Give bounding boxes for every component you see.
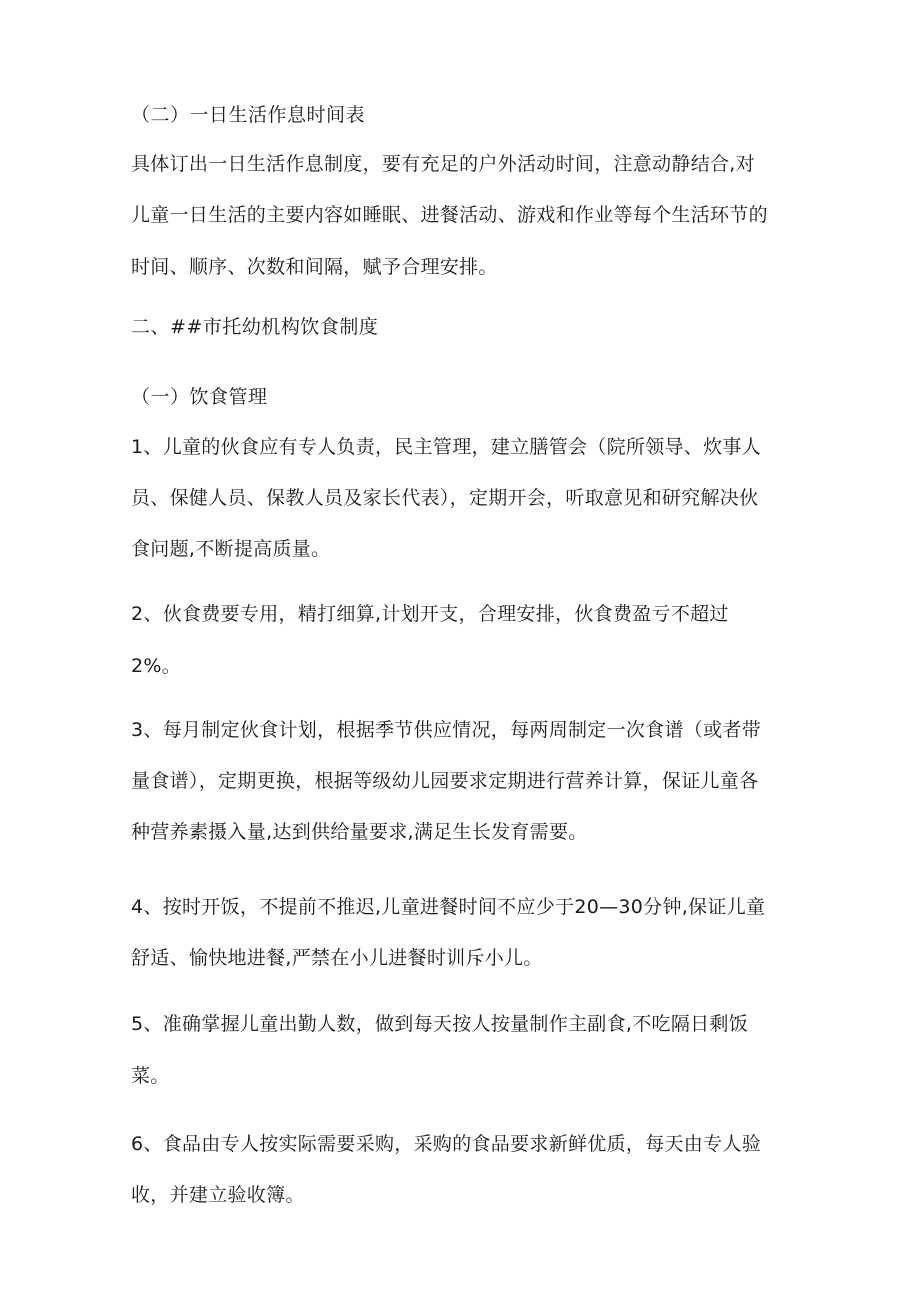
list-item-5-line: 5、准确掌握儿童出勤人数，做到每天按人按量制作主副食,不吃隔日剩饭 bbox=[131, 1013, 749, 1035]
list-item-6-line: 收，并建立验收簿。 bbox=[131, 1184, 305, 1206]
chapter-heading-diet-system: 二、##市托幼机构饮食制度 bbox=[131, 316, 379, 338]
list-item-3-line: 种营养素摄入量,达到供给量要求,满足生长发育需要。 bbox=[131, 821, 588, 843]
section-heading-diet-management: （一）饮食管理 bbox=[131, 386, 268, 408]
paragraph-line: 儿童一日生活的主要内容如睡眠、进餐活动、游戏和作业等每个生活环节的 bbox=[131, 204, 768, 226]
list-item-1-line: 1、儿童的伙食应有专人负责，民主管理，建立膳管会（院所领导、炊事人 bbox=[131, 436, 761, 458]
list-item-2-line: 2%。 bbox=[131, 655, 182, 677]
list-item-3-line: 量食谱），定期更换，根据等级幼儿园要求定期进行营养计算，保证儿童各 bbox=[131, 770, 759, 792]
paragraph-line: 时间、顺序、次数和间隔，赋予合理安排。 bbox=[131, 256, 498, 278]
list-item-5-line: 菜。 bbox=[131, 1065, 170, 1087]
paragraph-line: 具体订出一日生活作息制度，要有充足的户外活动时间，注意动静结合,对 bbox=[131, 153, 755, 175]
list-item-1-line: 员、保健人员、保教人员及家长代表），定期开会，听取意见和研究解决伙 bbox=[131, 487, 759, 509]
section-heading-daily-schedule: （二）一日生活作息时间表 bbox=[131, 104, 366, 126]
list-item-6-line: 6、食品由专人按实际需要采购，采购的食品要求新鲜优质，每天由专人验 bbox=[131, 1133, 761, 1155]
list-item-4-line: 4、按时开饭，不提前不推迟,儿童进餐时间不应少于20—30分钟,保证儿童 bbox=[131, 896, 766, 918]
list-item-1-line: 食问题,不断提高质量。 bbox=[131, 538, 331, 560]
list-item-4-line: 舒适、愉快地进餐,严禁在小儿进餐时训斥小儿。 bbox=[131, 947, 543, 969]
list-item-2-line: 2、伙食费要专用，精打细算,计划开支，合理安排，伙食费盈亏不超过 bbox=[131, 603, 729, 625]
list-item-3-line: 3、每月制定伙食计划，根据季节供应情况，每两周制定一次食谱（或者带 bbox=[131, 719, 761, 741]
